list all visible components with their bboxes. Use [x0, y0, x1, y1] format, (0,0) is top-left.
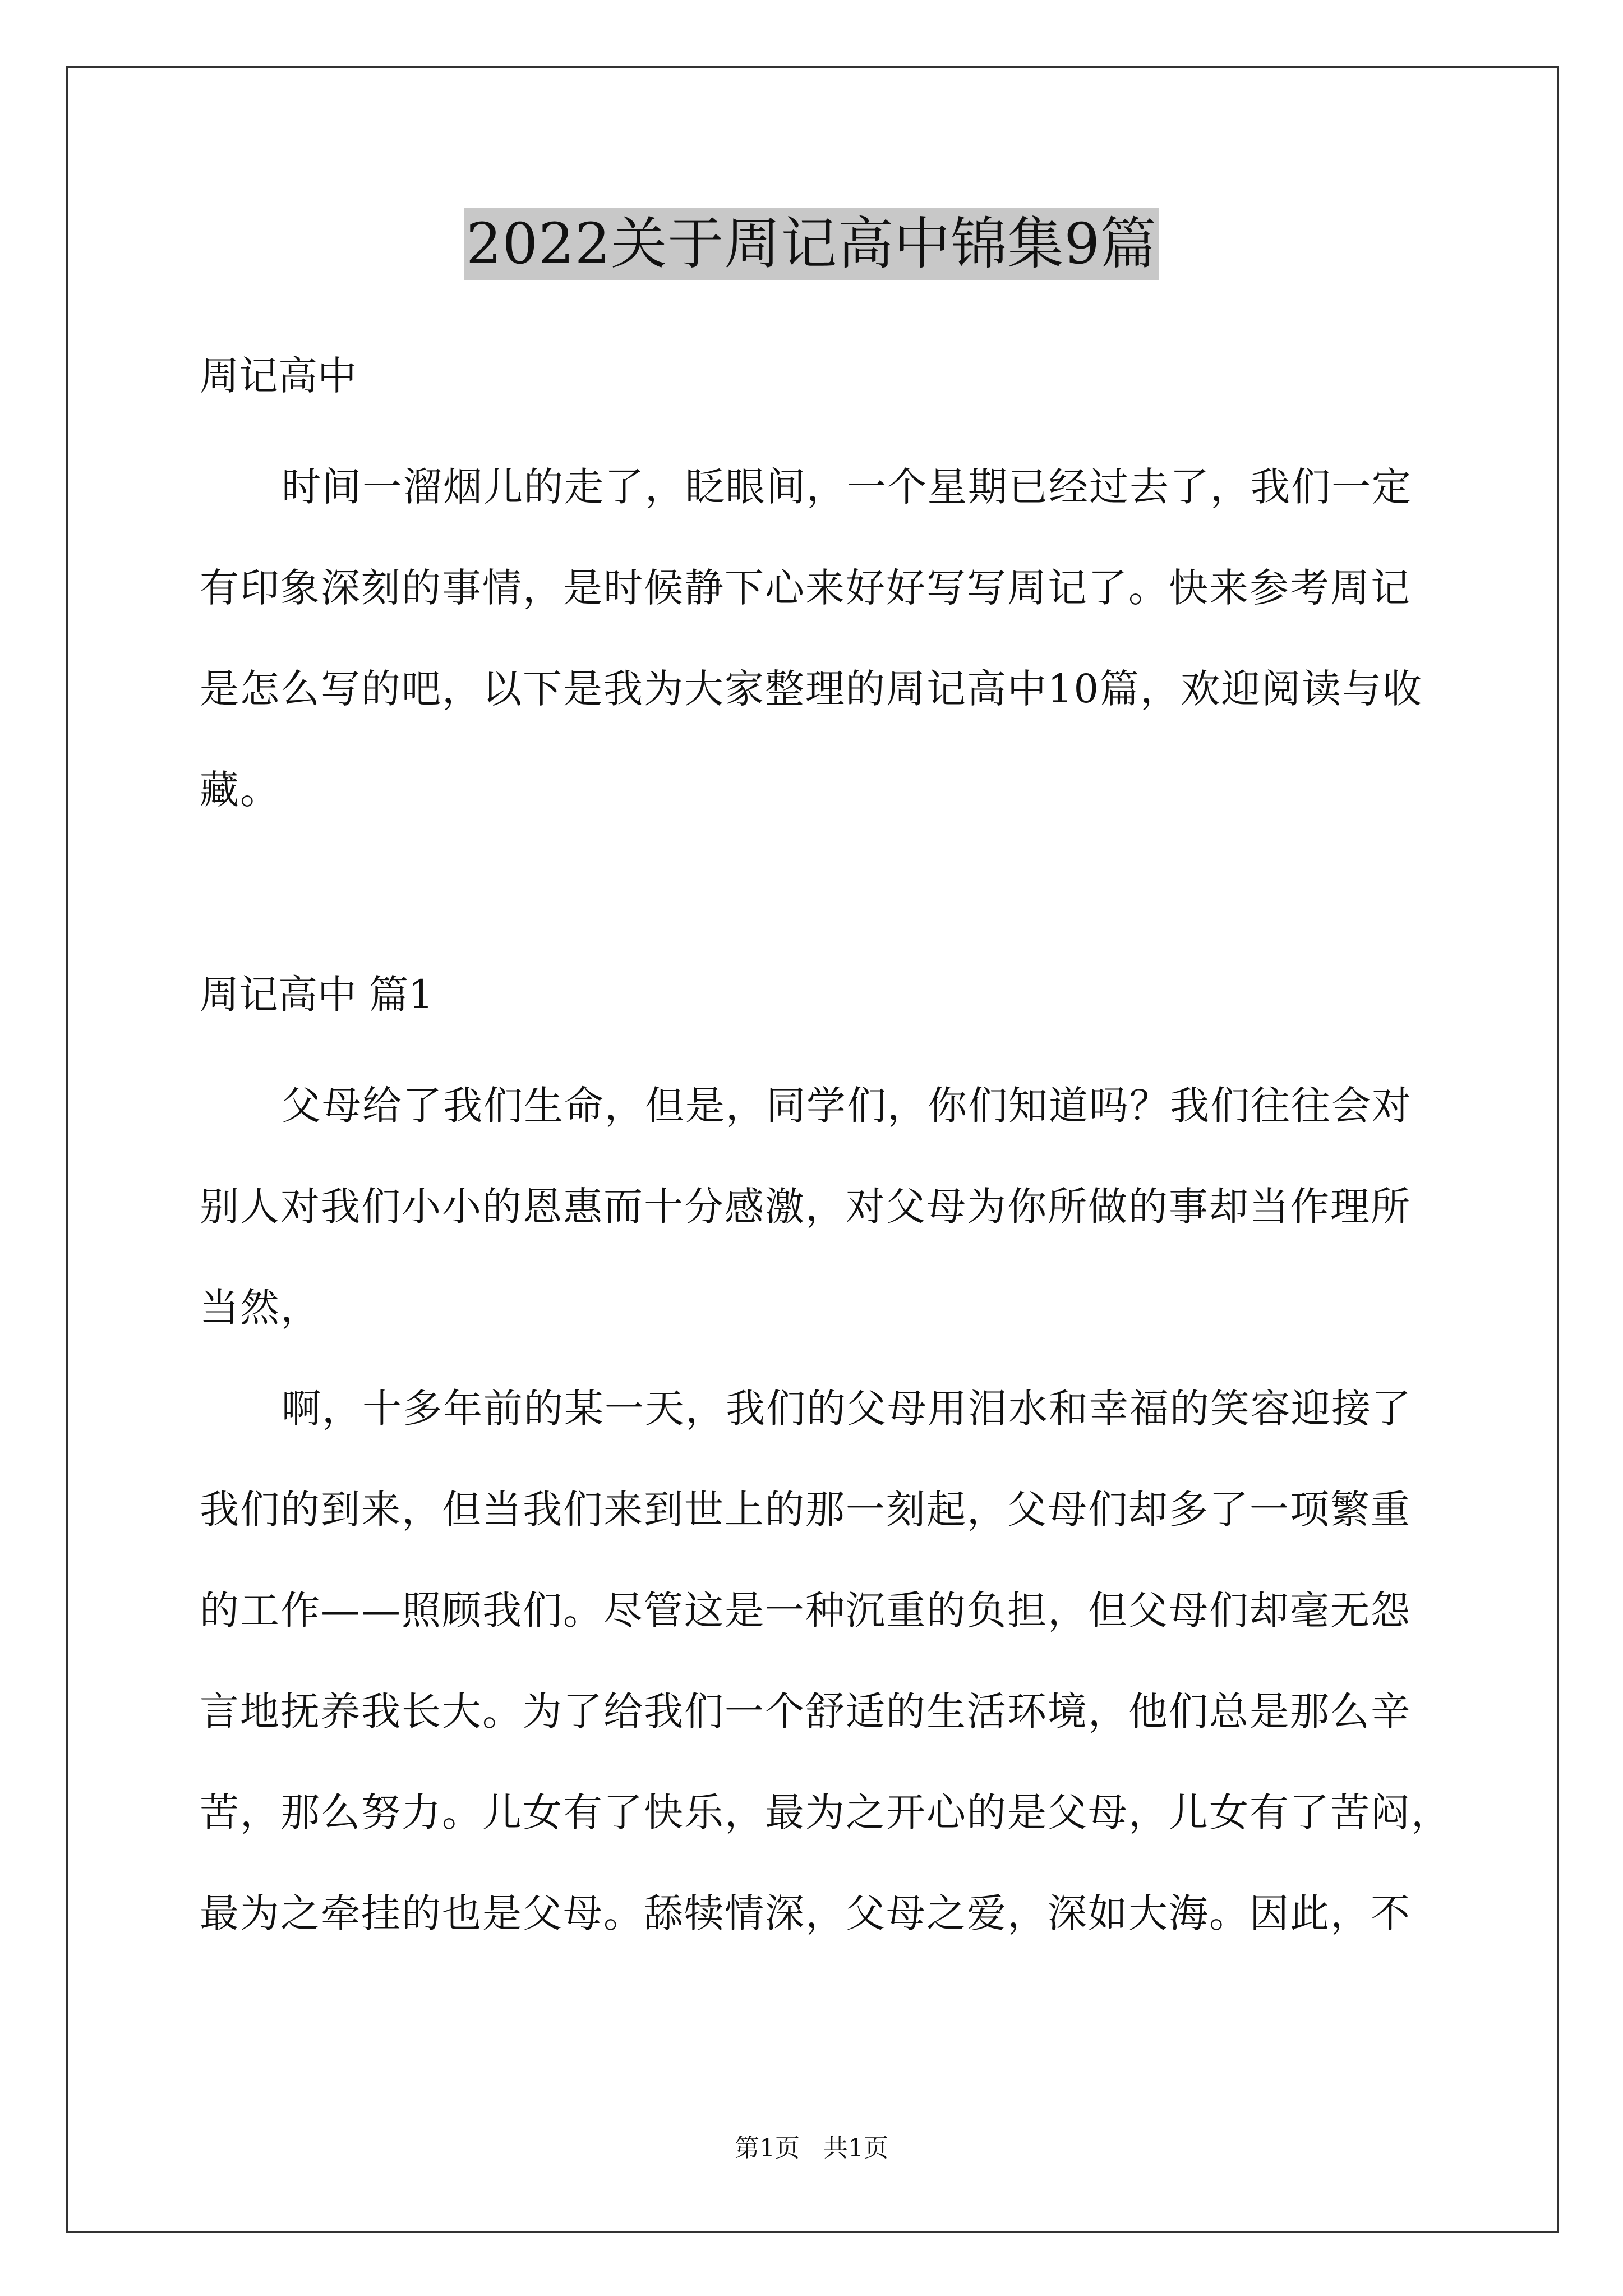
spacer: [200, 415, 1436, 436]
paragraph-2: [200, 1358, 1451, 1964]
text-line: 苦，那么努力。儿女有了快乐，最为之开心的是父母，儿女有了苦闷，: [200, 1789, 1451, 1835]
paragraph-1: [200, 1055, 1436, 1358]
spacer: [200, 1034, 1436, 1055]
text-line: 的工作——照顾我们。尽管这是一种沉重的负担，但父母们却毫无怨: [200, 1588, 1411, 1634]
text-line: 言地抚养我长大。为了给我们一个舒适的生活环境，他们总是那么辛: [200, 1688, 1411, 1734]
text-line: 啊，十多年前的某一天，我们的父母用泪水和幸福的笑容迎接了: [282, 1386, 1412, 1432]
text-line: 时间一溜烟儿的走了，眨眼间，一个星期已经过去了，我们一定: [282, 464, 1412, 510]
spacer: [200, 840, 1436, 955]
text-line: 别人对我们小小的恩惠而十分感激，对父母为你所做的事却当作理所: [200, 1184, 1411, 1230]
text-line: 我们的到来，但当我们来到世上的那一刻起，父母们却多了一项繁重: [200, 1487, 1411, 1533]
text-line: 是怎么写的吧，以下是我为大家整理的周记高中10篇，欢迎阅读与收: [200, 666, 1423, 712]
text-line: 藏。: [200, 767, 280, 813]
document-title: 2022关于周记高中锦集9篇: [464, 208, 1159, 280]
text-line: 最为之牵挂的也是父母。舔犊情深，父母之爱，深如大海。因此，不: [200, 1890, 1411, 1936]
title-container: [0, 208, 1623, 280]
intro-paragraph: [200, 436, 1436, 840]
text-line: 当然，: [200, 1285, 321, 1331]
document-body: [200, 337, 1451, 1964]
section-heading: 周记高中 篇1: [200, 972, 434, 1018]
intro-heading: 周记高中: [200, 353, 357, 399]
text-line: 父母给了我们生命，但是，同学们，你们知道吗？我们往往会对: [282, 1083, 1412, 1129]
page-footer: 第1页 共1页: [735, 2134, 888, 2162]
text-line: 有印象深刻的事情，是时候静下心来好好写写周记了。快来参考周记: [200, 565, 1411, 611]
